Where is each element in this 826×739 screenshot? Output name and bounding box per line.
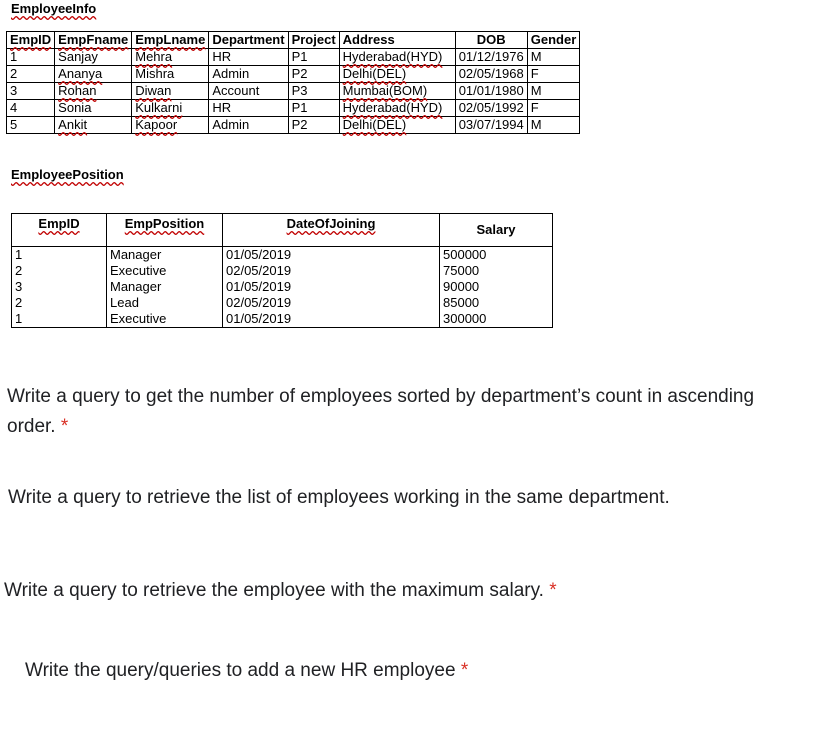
header-gender: Gender: [527, 32, 580, 49]
cell: Kapoor: [132, 117, 209, 134]
cell: Executive: [107, 263, 223, 279]
table-row: [12, 311, 553, 328]
cell: 1: [7, 49, 55, 66]
table-header-row: [7, 32, 580, 49]
cell: Diwan: [132, 83, 209, 100]
question-text: Write a query to retrieve the employee with the maximum salary.: [4, 580, 544, 601]
cell: 500000: [440, 247, 553, 264]
cell: 75000: [440, 263, 553, 279]
table-row: [12, 263, 553, 279]
table-row: [7, 66, 580, 83]
cell: 02/05/1968: [455, 66, 527, 83]
cell: 01/12/1976: [455, 49, 527, 66]
cell: 4: [7, 100, 55, 117]
question-text: Write a query to retrieve the list of employees working in the same department.: [8, 487, 670, 508]
cell: Admin: [209, 66, 288, 83]
header-empid: EmpID: [7, 32, 55, 49]
cell: 2: [12, 295, 107, 311]
cell: 1: [12, 311, 107, 328]
cell: Kulkarni: [132, 100, 209, 117]
cell: 01/05/2019: [223, 247, 440, 264]
table-row: [12, 279, 553, 295]
required-marker: *: [60, 416, 69, 437]
header-empfname: EmpFname: [55, 32, 132, 49]
cell: P2: [288, 117, 339, 134]
cell: Mishra: [132, 66, 209, 83]
table-row: [7, 49, 580, 66]
header-department: Department: [209, 32, 288, 49]
employee-info-title: EmployeeInfo: [11, 1, 97, 16]
cell: Manager: [107, 247, 223, 264]
cell: Executive: [107, 311, 223, 328]
table-row: [12, 295, 553, 311]
cell: P3: [288, 83, 339, 100]
question-1: [7, 382, 767, 442]
cell: 02/05/1992: [455, 100, 527, 117]
required-marker: *: [460, 660, 469, 681]
header-dateofjoining: DateOfJoining: [223, 214, 440, 247]
question-3: [4, 576, 804, 606]
cell: 5: [7, 117, 55, 134]
cell: HR: [209, 100, 288, 117]
cell: Ankit: [55, 117, 132, 134]
cell: 01/05/2019: [223, 311, 440, 328]
cell: 85000: [440, 295, 553, 311]
table-row: [12, 247, 553, 264]
cell: Ananya: [55, 66, 132, 83]
cell: 1: [12, 247, 107, 264]
header-project: Project: [288, 32, 339, 49]
cell: 01/05/2019: [223, 279, 440, 295]
cell: M: [527, 83, 580, 100]
cell: Account: [209, 83, 288, 100]
cell: 3: [12, 279, 107, 295]
cell: 02/05/2019: [223, 263, 440, 279]
header-empid: EmpID: [12, 214, 107, 247]
cell: 3: [7, 83, 55, 100]
employee-info-table: [6, 31, 580, 134]
required-marker: *: [549, 580, 557, 601]
cell: Sonia: [55, 100, 132, 117]
cell: 300000: [440, 311, 553, 328]
cell: Mehra: [132, 49, 209, 66]
cell: 2: [7, 66, 55, 83]
cell: 2: [12, 263, 107, 279]
question-2: [8, 483, 808, 513]
header-empposition: EmpPosition: [107, 214, 223, 247]
cell: Admin: [209, 117, 288, 134]
cell: 02/05/2019: [223, 295, 440, 311]
cell: 03/07/1994: [455, 117, 527, 134]
cell: M: [527, 117, 580, 134]
cell: P1: [288, 49, 339, 66]
cell: Lead: [107, 295, 223, 311]
header-emplname: EmpLname: [132, 32, 209, 49]
question-4: [25, 656, 805, 686]
cell: 90000: [440, 279, 553, 295]
cell: M: [527, 49, 580, 66]
cell: Rohan: [55, 83, 132, 100]
cell: Sanjay: [55, 49, 132, 66]
cell: F: [527, 66, 580, 83]
cell: Manager: [107, 279, 223, 295]
header-salary: Salary: [440, 214, 553, 247]
cell: Delhi(DEL): [339, 117, 455, 134]
question-text: Write a query to get the number of employees sorted by department’s count in ascending order.: [7, 386, 755, 437]
cell: Mumbai(BOM): [339, 83, 455, 100]
cell: P2: [288, 66, 339, 83]
header-address: Address: [339, 32, 455, 49]
cell: HR: [209, 49, 288, 66]
cell: Hyderabad(HYD): [339, 100, 455, 117]
table-row: [7, 83, 580, 100]
employee-position-table: [11, 213, 553, 328]
cell: Hyderabad(HYD): [339, 49, 455, 66]
table-row: [7, 100, 580, 117]
cell: F: [527, 100, 580, 117]
cell: Delhi(DEL): [339, 66, 455, 83]
table-header-row: [12, 214, 553, 247]
cell: 01/01/1980: [455, 83, 527, 100]
table-row: [7, 117, 580, 134]
cell: P1: [288, 100, 339, 117]
header-dob: DOB: [455, 32, 527, 49]
employee-position-title: EmployeePosition: [11, 167, 124, 182]
question-text: Write the query/queries to add a new HR employee: [25, 660, 456, 681]
